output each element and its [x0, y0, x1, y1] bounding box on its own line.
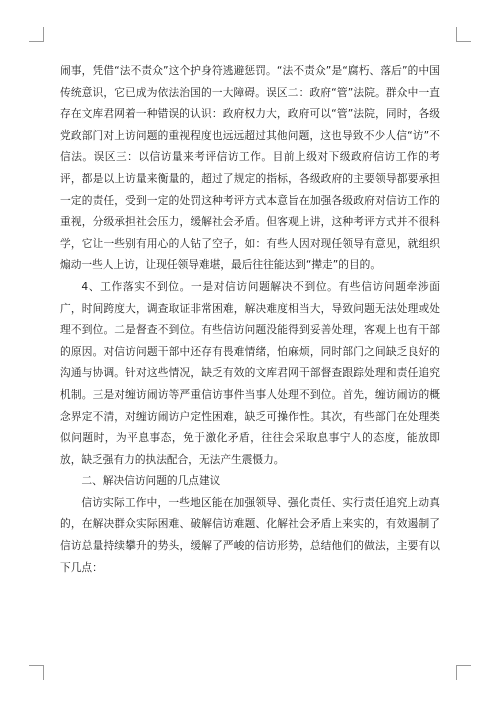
- crop-mark-top-right: [456, 27, 471, 42]
- document-page: [60, 60, 440, 578]
- crop-mark-bottom-right: [456, 665, 471, 680]
- section-heading-suggestions: 二、解决信访问题的几点建议: [81, 474, 221, 488]
- crop-mark-bottom-left: [29, 665, 44, 680]
- paragraph-work-implementation: 4、工作落实不到位。一是对信访问题解决不到位。有些信访问题牵涉面广，时间跨度大，调查取证非常困难，解决难度相当大，导致问题无法处理或处理不到位。二是督查不到位。有些信访问题没能得到妥善处理，客观上也有干部的原因。对信访问题干部中还存有畏难情绪，怕麻烦，同时部门之间缺乏良好的沟通与协调。针对这些情况，缺乏有效的文库君网干部督查跟踪处理和责任追究机制。三是对缠访闹访等严重信访事件当事人处理不到位。首先，缠访闹访的概念界定不清，对缠访闹访户定性困难，缺乏可操作性。其次，有些部门在处理类似问题时，为平息事态，免于激化矛盾，往往会采取息事宁人的态度，能放即放，缺乏强有力的执法配合，无法产生震慑力。: [60, 279, 440, 466]
- paragraph-misconceptions: 闹事，凭借“法不责众”这个护身符逃避惩罚。“法不责众”是“腐朽、落后”的中国传统意识，它已成为依法治国的一大障碍。误区二：政府“管”法院。群众中一直存在文库君网着一种错误的认识：政府权力大，政府可以“管”法院，同时，各级党政部门对上访问题的重视程度也远远超过其他问题，这也导致不少人信“访”不信法。误区三：以信访量来考评信访工作。目前上级对下级政府信访工作的考评，都是以上访量来衡量的，超过了规定的指标，各级政府的主要领导都要承担一定的责任，受到一定的处罚这种考评方式本意旨在加强各级政府对信访工作的重视，分级承担社会压力，缓解社会矛盾。但客观上讲，这种考评方式并不很科学，它让一些别有用心的人钻了空子，如：有些人因对现任领导有意见，就组织煽动一些人上访，让现任领导难堪，最后往往能达到“撵走”的目的。: [60, 64, 440, 272]
- paragraph-practice-summary: 信访实际工作中，一些地区能在加强领导、强化责任、实行责任追究上动真的，在解决群众实际困难、破解信访难题、化解社会矛盾上来实的，有效遏制了信访总量持续攀升的势头，缓解了严峻的信访形势，总结他们的做法，主要有以下几点：: [60, 495, 440, 574]
- crop-mark-top-left: [29, 27, 44, 42]
